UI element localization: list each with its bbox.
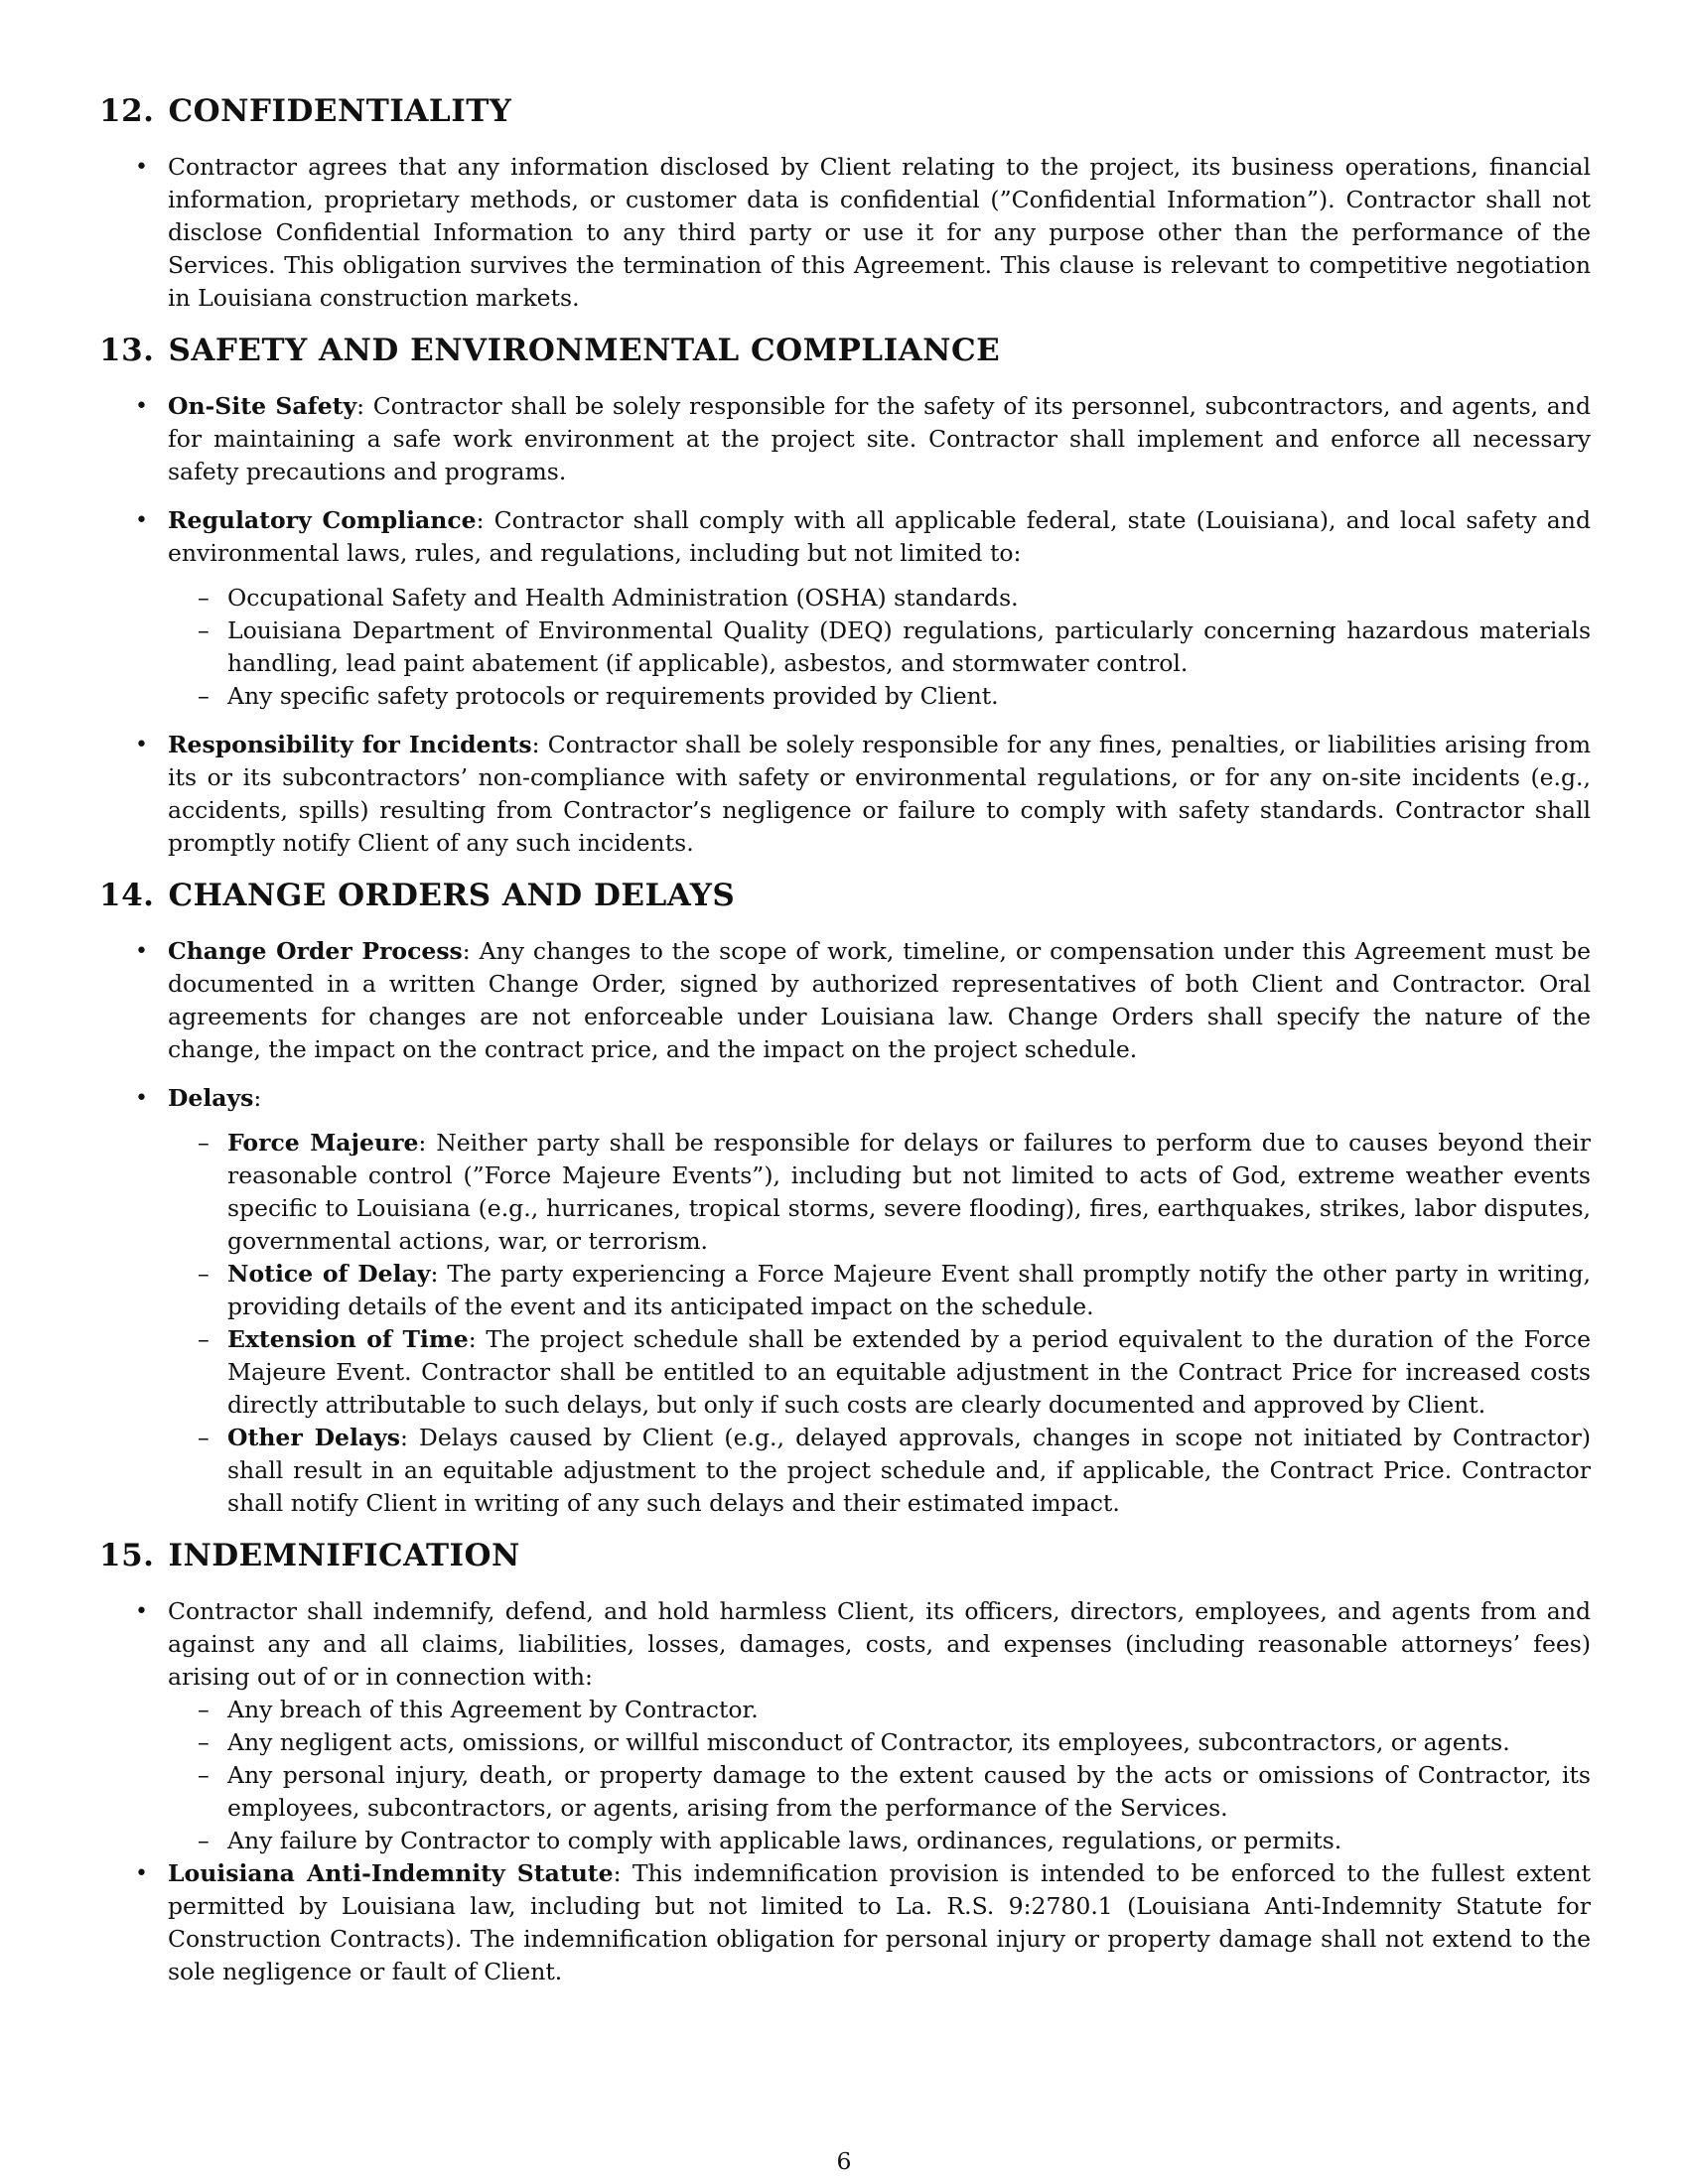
- section-confidentiality: [99, 91, 1591, 315]
- list-item: [99, 390, 1591, 488]
- sub-list-item: – Any personal injury, death, or property damage to the extent caused by the acts or omissions of Contractor, its employees, subcontractors, or agents, arising from the performance of the Services.: [168, 1759, 1591, 1825]
- sub-list-item: – Other Delays: Delays caused by Client (e.g., delayed approvals, changes in scope not initiated by Contractor) shall result in an equitable adjustment to the project schedule and, if applicable, the Contract Price. Contractor shall notify Client in writing of any such delays and their estimated impact.: [168, 1422, 1591, 1520]
- list-item: [99, 1857, 1591, 1988]
- sub-list-item: – Notice of Delay: The party experiencing a Force Majeure Event shall promptly notify the other party in writing, providing details of the event and its anticipated impact on the schedule.: [168, 1258, 1591, 1323]
- item-term: Delays: [168, 1084, 254, 1112]
- bullet-list: [99, 935, 1591, 1520]
- item-text: Contractor shall indemnify, defend, and hold harmless Client, its officers, directors, employees, and agents from and against any and all claims, liabilities, losses, damages, costs, and expenses (including reasonable attorneys’ fees) arising out of or in connection with:: [168, 1597, 1591, 1691]
- bullet-list: [99, 1595, 1591, 1988]
- list-item: [99, 729, 1591, 860]
- section-heading: 14. CHANGE ORDERS AND DELAYS: [99, 878, 736, 913]
- section-change-orders-delays: [99, 876, 1591, 1520]
- sub-list-item: – Extension of Time: The project schedule shall be extended by a period equivalent to the duration of the Force Majeure Event. Contractor shall be entitled to an equitable adjustment in the Contract Price for increased costs directly attributable to such delays, but only if such costs are clearly documented and approved by Client.: [168, 1323, 1591, 1422]
- item-text: : Contractor shall be solely responsible for any fines, penalties, or liabilities arising from its or its subcontractors’ non-compliance with safety or environmental regulations, or for any on-site incidents (e.g., accidents, spills) resulting from Contractor’s negligence or failure to comply with safety standards. Contractor shall promptly notify Client of any such incidents.: [168, 731, 1591, 857]
- item-text: : Contractor shall comply with all applicable federal, state (Louisiana), and local safety and environmental laws, rules, and regulations, including but not limited to:: [168, 506, 1591, 567]
- sub-list-item: – Any negligent acts, omissions, or willful misconduct of Contractor, its employees, subcontractors, or agents.: [168, 1726, 1591, 1759]
- sub-list-item: – Occupational Safety and Health Administration (OSHA) standards.: [168, 582, 1591, 614]
- sub-list: [168, 1127, 1591, 1520]
- bullet-list: [99, 390, 1591, 860]
- bullet-list: [99, 151, 1591, 315]
- section-indemnification: [99, 1536, 1591, 1988]
- item-term: Responsibility for Incidents: [168, 731, 532, 758]
- sub-list: [168, 1694, 1591, 1857]
- sub-list: [168, 582, 1591, 713]
- item-term: Louisiana Anti-Indemnity Statute: [168, 1859, 614, 1887]
- item-term: Change Order Process: [168, 937, 463, 965]
- item-text: :: [253, 1084, 262, 1112]
- item-text: : Any changes to the scope of work, timeline, or compensation under this Agreement must be documented in a written Change Order, signed by authorized representatives of both Client and Contractor. Oral agreements for changes are not enforceable under Louisiana law. Change Orders shall specify the nature of the change, the impact on the contract price, and the impact on the project schedule.: [168, 937, 1591, 1063]
- sub-list-item: – Any failure by Contractor to comply with applicable laws, ordinances, regulations, or permits.: [168, 1825, 1591, 1857]
- page-number: 6: [836, 2147, 852, 2175]
- section-heading: 12. CONFIDENTIALITY: [99, 93, 512, 129]
- section-heading: 13. SAFETY AND ENVIRONMENTAL COMPLIANCE: [99, 333, 1001, 368]
- sub-list-item: – Any specific safety protocols or requirements provided by Client.: [168, 680, 1591, 713]
- sub-list-item: – Force Majeure: Neither party shall be responsible for delays or failures to perform due to causes beyond their reasonable control (”Force Majeure Events”), including but not limited to acts of God, extreme weather events specific to Louisiana (e.g., hurricanes, tropical storms, severe flooding), fires, earthquakes, strikes, labor disputes, governmental actions, war, or terrorism.: [168, 1127, 1591, 1258]
- item-term: On-Site Safety: [168, 392, 357, 420]
- list-item: [99, 935, 1591, 1066]
- list-item: [99, 1082, 1591, 1520]
- sub-list-item: – Any breach of this Agreement by Contractor.: [168, 1694, 1591, 1726]
- list-item: • Contractor agrees that any information disclosed by Client relating to the project, its business operations, financial information, proprietary methods, or customer data is confidential (”Confidential Information”). Contractor shall not disclose Confidential Information to any third party or use it for any purpose other than the performance of the Services. This obligation survives the termination of this Agreement. This clause is relevant to competitive negotiation in Louisiana construction markets.: [99, 151, 1591, 315]
- document-page: [99, 91, 1591, 1988]
- list-item: [99, 504, 1591, 713]
- item-text: : Contractor shall be solely responsible for the safety of its personnel, subcontractors, and agents, and for maintaining a safe work environment at the project site. Contractor shall implement and enforce all necessary safety precautions and programs.: [168, 392, 1591, 485]
- item-term: Regulatory Compliance: [168, 506, 477, 534]
- sub-list-item: – Louisiana Department of Environmental Quality (DEQ) regulations, particularly concerning hazardous materials handling, lead paint abatement (if applicable), asbestos, and stormwater control.: [168, 614, 1591, 680]
- section-heading: 15. INDEMNIFICATION: [99, 1538, 520, 1573]
- list-item: [99, 1595, 1591, 1857]
- section-safety-environmental: [99, 331, 1591, 860]
- item-text: : This indemnification provision is intended to be enforced to the fullest extent permitted by Louisiana law, including but not limited to La. R.S. 9:2780.1 (Louisiana Anti-Indemnity Statute for Construction Contracts). The indemnification obligation for personal injury or property damage shall not extend to the sole negligence or fault of Client.: [168, 1859, 1591, 1985]
